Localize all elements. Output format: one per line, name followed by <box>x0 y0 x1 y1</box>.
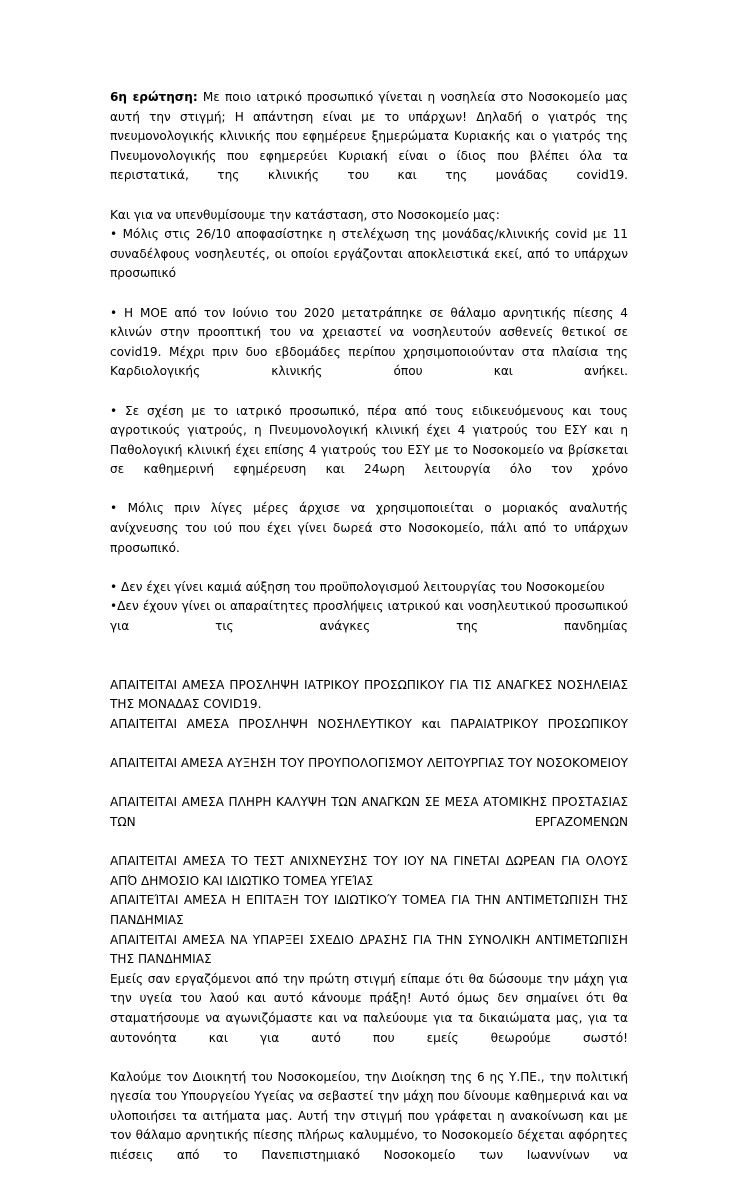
section-spacer <box>110 656 628 676</box>
demand-item: ΑΠΑΙΤΕΊΤΑΙ ΑΜΕΣΑ Η ΕΠΙΤΑΞΗ ΤΟΥ ΙΔΙΩΤΙΚΟΎ ΤΟΜΕΑ ΓΙΑ ΤΗΝ ΑΝΤΙΜΕΤΩΠΙΣΗ ΤΗΣ ΠΑΝΔΗΜΙΑΣ <box>110 893 628 927</box>
reminder-line: Και για να υπενθυμίσουμε την κατάσταση, στο Νοσοκομείο μας: <box>110 207 500 222</box>
intro-text: Με ποιο ιατρικό προσωπικό γίνεται η νοσηλεία στο Νοσοκομείο μας αυτή την στιγμή; Η απάντηση είναι με το υπάρχων! Δηλαδή ο γιατρός της πνευμονολογικής κλινικής που εφημέρευε ξημερώματα Κυριακής και ο γιατρός της Πνευμονολογικής που εφημερεύει Κυριακή είναι ο ίδιος που βλέπει όλα τα περιστατικά, της κλινικής του και της μονάδας covid19. <box>110 90 628 183</box>
bullet-item: • Η ΜΟΕ από τον Ιούνιο του 2020 μετατράπηκε σε θάλαμο αρνητικής πίεσης 4 κλινών στην προοπτική του να χρειαστεί να νοσηλευτούν ασθενείς θετικοί σε covid19. Μέχρι πριν δυο εβδομάδες περίπου χρησιμοποιούνταν στα πλαίσια της Καρδιολογικής κλινικής όπου και ανήκει. <box>110 305 628 379</box>
closing-paragraph: Καλούμε τον Διοικητή του Νοσοκομείου, την Διοίκηση της 6 ης Υ.ΠΕ., την πολιτική ηγεσία του Υπουργείου Υγείας να σεβαστεί την μάχη που δίνουμε καθημερινά και να υλοποιήσει τα αιτήματα μας. Αυτή την στιγμή που γράφεται η ανακοίνωση και με τον θάλαμο αρνητικής πίεσης πλήρως καλυμμένο, το Νοσοκομείο δέχεται αφόρητες πιέσεις από το Πανεπιστημιακό Νοσοκομείο των Ιωαννίνων να <box>110 1069 628 1163</box>
question-label: 6η ερώτηση: <box>110 90 198 104</box>
intro-paragraph <box>110 88 628 206</box>
demand-item: ΑΠΑΙΤΕΙΤΑΙ ΑΜΕΣΑ ΠΡΟΣΛΗΨΗ ΝΟΣΗΛΕΥΤΙΚΟΥ και ΠΑΡΑΙΑΤΡΙΚΟΥ ΠΡΟΣΩΠΙΚΟΥ <box>110 717 628 731</box>
bullet-item: • Μόλις στις 26/10 αποφασίστηκε η στελέχωση της μονάδας/κλινικής covid με 11 συναδέλφους νοσηλευτές, οι οποίοι εργάζονται αποκλειστικά εκεί, από το υπάρχων προσωπικό <box>110 227 628 281</box>
bullet-item: •Δεν έχουν γίνει οι απαραίτητες προσλήψεις ιατρικού και νοσηλευτικού προσωπικού για τις ανάγκες της πανδημίας <box>110 599 628 634</box>
document-body <box>110 88 628 1185</box>
closing-paragraph: Εμείς σαν εργαζόμενοι από την πρώτη στιγμή είπαμε ότι θα δώσουμε την μάχη για την υγεία του λαού και αυτό κάνουμε πράξη! Αυτό όμως δεν σημαίνει ότι θα σταματήσουμε να αγωνιζόμαστε και να παλεύουμε για τα δικαιώματα μας, για τα αυτονόητα και για αυτό που εμείς θεωρούμε σωστό! <box>110 971 628 1045</box>
demand-item: ΑΠΑΙΤΕΙΤΑΙ ΑΜΕΣΑ ΠΛΗΡΗ ΚΑΛΥΨΗ ΤΩΝ ΑΝΑΓΚΩΝ ΣΕ ΜΕΣΑ ΑΤΟΜΙΚΗΣ ΠΡΟΣΤΑΣΙΑΣ ΤΩΝ ΕΡΓΑΖΟΜΕΝΩΝ <box>110 795 628 829</box>
demand-item: ΑΠΑΙΤΕΙΤΑΙ ΑΜΕΣΑ ΤΟ ΤΕΣΤ ΑΝΙΧΝΕΥΣΗΣ ΤΟΥ ΙΟΥ ΝΑ ΓΙΝΕΤΑΙ ΔΩΡΕΑΝ ΓΙΑ ΟΛΟΥΣ ΑΠΌ ΔΗΜΟΣΙΟ ΚΑΙ ΙΔΙΩΤΙΚΟ ΤΟΜΕΑ ΥΓΕΊΑΣ <box>110 854 628 888</box>
bullet-item: • Δεν έχει γίνει καμιά αύξηση του προϋπολογισμού λειτουργίας του Νοσοκομείου <box>110 579 605 594</box>
demand-item: ΑΠΑΙΤΕΙΤΑΙ ΑΜΕΣΑ ΝΑ ΥΠΑΡΞΕΙ ΣΧΕΔΙΟ ΔΡΑΣΗΣ ΓΙΑ ΤΗΝ ΣΥΝΟΛΙΚΗ ΑΝΤΙΜΕΤΩΠΙΣΗ ΤΗΣ ΠΑΝΔΗΜΙΑΣ <box>110 932 628 967</box>
bullet-item: • Σε σχέση με το ιατρικό προσωπικό, πέρα από τους ειδικευόμενους και τους αγροτικούς γιατρούς, η Πνευμονολογική κλινική έχει 4 γιατρούς του ΕΣΥ και η Παθολογική κλινική έχει επίσης 4 γιατρούς του ΕΣΥ με το Νοσοκομείο να βρίσκεται σε καθημερινή εφημέρευση και 24ωρη λειτουργία όλο τον χρόνο <box>110 403 628 477</box>
demand-item: ΑΠΑΙΤΕΙΤΑΙ ΑΜΕΣΑ ΠΡΟΣΛΗΨΗ ΙΑΤΡΙΚΟΥ ΠΡΟΣΩΠΙΚΟΥ ΓΙΑ ΤΙΣ ΑΝΑΓΚΕΣ ΝΟΣΗΛΕΙΑΣ ΤΗΣ ΜΟΝΑΔΑΣ COVID19. <box>110 677 628 712</box>
bullet-item: • Μόλις πριν λίγες μέρες άρχισε να χρησιμοποιείται ο μοριακός αναλυτής ανίχνευσης του ιού που έχει γίνει δωρεά στο Νοσοκομείο, πάλι από το υπάρχων προσωπικό. <box>110 501 628 555</box>
demand-item: ΑΠΑΙΤΕΙΤΑΙ ΑΜΕΣΑ ΑΥΞΗΣΗ ΤΟΥ ΠΡΟΥΠΟΛΟΓΙΣΜΟΥ ΛΕΙΤΟΥΡΓΙΑΣ ΤΟΥ ΝΟΣΟΚΟΜΕΙΟΥ <box>110 756 628 771</box>
